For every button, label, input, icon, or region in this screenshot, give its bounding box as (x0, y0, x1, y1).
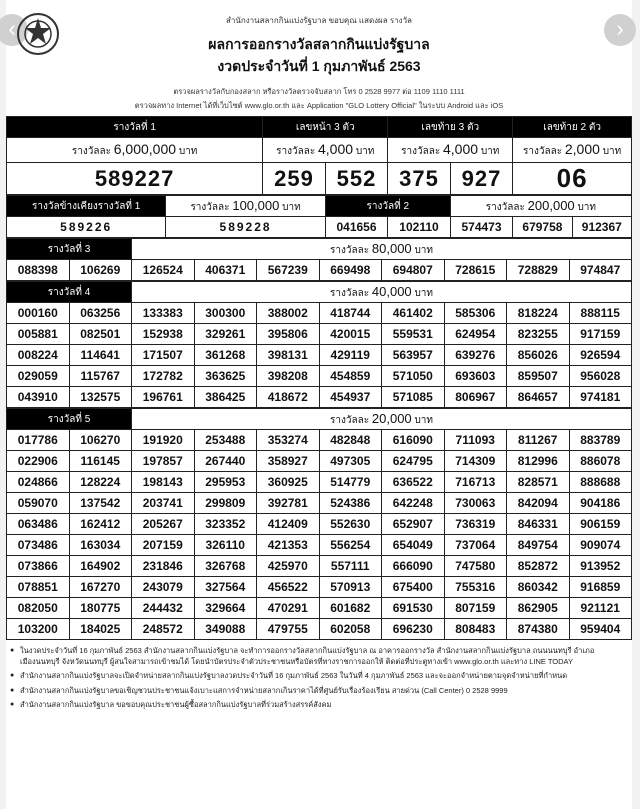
fourth-prize-row (7, 324, 632, 345)
fourth-prize-number: 454937 (319, 387, 382, 408)
fourth-prize-number: 115767 (69, 366, 132, 387)
fifth-prize-row (7, 472, 632, 493)
fifth-prize-number: 624795 (382, 451, 445, 472)
fourth-prize-number: 693603 (444, 366, 507, 387)
fifth-prize-number: 326110 (194, 535, 257, 556)
fifth-prize-number: 730063 (444, 493, 507, 514)
last2-label: เลขท้าย 2 ตัว (513, 117, 632, 138)
fourth-prize-row (7, 387, 632, 408)
third-prize-number: 406371 (194, 260, 257, 281)
lottery-results-page (6, 0, 632, 809)
fifth-prize-number: 808483 (444, 619, 507, 640)
fifth-prize-number: 736319 (444, 514, 507, 535)
fifth-prize-number: 479755 (257, 619, 320, 640)
fourth-prize-number: 005881 (7, 324, 70, 345)
fifth-prize-number: 412409 (257, 514, 320, 535)
fifth-prize-number: 716713 (444, 472, 507, 493)
fourth-prize-number: 888115 (569, 303, 632, 324)
fourth-prize-number: 172782 (132, 366, 195, 387)
fifth-prize-number: 906159 (569, 514, 632, 535)
front3-label: เลขหน้า 3 ตัว (263, 117, 388, 138)
note-item: ● สำนักงานสลากกินแบ่งรัฐบาล ขอขอบคุณประชาชนผู้ซื้อสลากกินแบ่งรัฐบาลที่ร่วมสร้างสรรค์สังคม (10, 700, 628, 711)
note-item: ● สำนักงานสลากกินแบ่งรัฐบาลจะเปิดจำหน่ายสลากกินแบ่งรัฐบาลงวดประจำวันที่ 16 กุมภาพันธ์ 2563 ในวันที่ 4 กุมภาพันธ์ 2563 และจะออกจำหน่ายตามจุดจำหน่ายที่กำหนด (10, 671, 628, 682)
fifth-prize-number: 737064 (444, 535, 507, 556)
fifth-prize-number: 323352 (194, 514, 257, 535)
fifth-prize-number: 557111 (319, 556, 382, 577)
fifth-prize-number: 636522 (382, 472, 445, 493)
near-first-label: รางวัลข้างเคียงรางวัลที่ 1 (7, 196, 166, 217)
fourth-prize-number: 363625 (194, 366, 257, 387)
fifth-prize-table (6, 408, 632, 640)
fifth-prize-number: 883789 (569, 430, 632, 451)
fifth-prize-label: รางวัลที่ 5 (7, 409, 132, 430)
fifth-prize-number: 601682 (319, 598, 382, 619)
fifth-prize-number: 299809 (194, 493, 257, 514)
fifth-prize-number: 063486 (7, 514, 70, 535)
fourth-prize-number: 856026 (507, 345, 570, 366)
fourth-prize-number: 926594 (569, 345, 632, 366)
fifth-prize-number: 128224 (69, 472, 132, 493)
fifth-prize-number: 078851 (7, 577, 70, 598)
fifth-prize-number: 909074 (569, 535, 632, 556)
near-first-second-table (6, 195, 632, 238)
fifth-prize-number: 812996 (507, 451, 570, 472)
fourth-prize-number: 386425 (194, 387, 257, 408)
fifth-prize-number: 162412 (69, 514, 132, 535)
last2-amount: รางวัลละ 2,000 บาท (513, 138, 632, 163)
fifth-prize-number: 862905 (507, 598, 570, 619)
fifth-prize-number: 828571 (507, 472, 570, 493)
fourth-prize-row (7, 345, 632, 366)
fifth-prize-number: 327564 (194, 577, 257, 598)
fifth-prize-number: 421353 (257, 535, 320, 556)
first-prize-amount: รางวัลละ 6,000,000 บาท (7, 138, 263, 163)
fifth-prize-number: 017786 (7, 430, 70, 451)
fourth-prize-number: 585306 (444, 303, 507, 324)
fifth-prize-number: 482848 (319, 430, 382, 451)
note-item: ● ในงวดประจำวันที่ 16 กุมภาพันธ์ 2563 สำนักงานสลากกินแบ่งรัฐบาล จะทำการออกรางวัลสลากกินแบ่งรัฐบาล ณ อาคารออกรางวัล สำนักงานสลากกินแบ่งรัฐบาล ถนนนนทบุรี อำเภอเมืองนนทบุรี จังหวัดนนทบุรี ผู้สนใจสามารถเข้าชมได้ โดยนำบัตรประจำตัวประชาชนหรือบัตรที่ทางราชการออกให้ ติดต่อที่ประตูทางเข้า www.glo.or.th และทาง LINE TODAY (10, 646, 628, 667)
fourth-prize-number: 418672 (257, 387, 320, 408)
page-title: ผลการออกรางวัลสลากกินแบ่งรัฐบาล (208, 36, 430, 52)
fifth-prize-number: 267440 (194, 451, 257, 472)
second-prize-number: 102110 (388, 217, 451, 238)
fifth-prize-number: 191920 (132, 430, 195, 451)
third-prize-number: 088398 (7, 260, 70, 281)
near-first-number: 589228 (166, 217, 325, 238)
fifth-prize-number: 358927 (257, 451, 320, 472)
fifth-prize-number: 755316 (444, 577, 507, 598)
fifth-prize-number: 642248 (382, 493, 445, 514)
fifth-prize-number: 514779 (319, 472, 382, 493)
fifth-prize-number: 116145 (69, 451, 132, 472)
fifth-prize-number: 842094 (507, 493, 570, 514)
fourth-prize-number: 429119 (319, 345, 382, 366)
fourth-prize-table (6, 281, 632, 408)
fifth-prize-row (7, 577, 632, 598)
fourth-prize-number: 043910 (7, 387, 70, 408)
fifth-prize-number: 243079 (132, 577, 195, 598)
fourth-prize-number: 000160 (7, 303, 70, 324)
fourth-prize-number: 974181 (569, 387, 632, 408)
front3-number: 552 (325, 163, 388, 195)
fourth-prize-number: 082501 (69, 324, 132, 345)
fourth-prize-label: รางวัลที่ 4 (7, 282, 132, 303)
fifth-prize-number: 904186 (569, 493, 632, 514)
fifth-prize-number: 654049 (382, 535, 445, 556)
org-line: สำนักงานสลากกินแบ่งรัฐบาล ขอบคุณ แสดงผล รางวัล (226, 16, 412, 25)
fourth-prize-number: 388002 (257, 303, 320, 324)
fifth-prize-number: 524386 (319, 493, 382, 514)
fourth-prize-number: 859507 (507, 366, 570, 387)
fifth-prize-row (7, 619, 632, 640)
last3-number: 927 (450, 163, 513, 195)
fifth-prize-number: 295953 (194, 472, 257, 493)
fourth-prize-number: 395806 (257, 324, 320, 345)
fourth-prize-number: 956028 (569, 366, 632, 387)
contact-line: ตรวจผลรางวัลกับกองสลาก หรือรางวัลตรวจจับสลาก โทร 0 2528 9977 ต่อ 1109 1110 1111 (173, 87, 465, 96)
second-prize-number: 041656 (325, 217, 388, 238)
fifth-prize-number: 696230 (382, 619, 445, 640)
third-prize-number: 694807 (382, 260, 445, 281)
fifth-prize-number: 425970 (257, 556, 320, 577)
fourth-prize-number: 133383 (132, 303, 195, 324)
fourth-prize-number: 461402 (382, 303, 445, 324)
fourth-prize-row (7, 366, 632, 387)
third-prize-label: รางวัลที่ 3 (7, 239, 132, 260)
fifth-prize-number: 556254 (319, 535, 382, 556)
third-prize-number: 567239 (257, 260, 320, 281)
fourth-prize-number: 639276 (444, 345, 507, 366)
fifth-prize-row (7, 535, 632, 556)
fifth-prize-number: 164902 (69, 556, 132, 577)
second-prize-number: 679758 (513, 217, 572, 238)
near-first-number: 589226 (7, 217, 166, 238)
fifth-prize-number: 059070 (7, 493, 70, 514)
fourth-prize-number: 420015 (319, 324, 382, 345)
fourth-prize-number: 624954 (444, 324, 507, 345)
fourth-prize-number: 063256 (69, 303, 132, 324)
fifth-prize-number: 852872 (507, 556, 570, 577)
front3-amount: รางวัลละ 4,000 บาท (263, 138, 388, 163)
first-prize-number: 589227 (7, 163, 263, 195)
fifth-prize-number: 456522 (257, 577, 320, 598)
second-prize-number: 912367 (572, 217, 631, 238)
fifth-prize-number: 353274 (257, 430, 320, 451)
fourth-prize-number: 029059 (7, 366, 70, 387)
internet-line: ตรวจผลทาง Internet ได้ที่เว็บไซต์ www.glo.or.th และ Application "GLO Lottery Official" ในระบบ Android และ iOS (134, 101, 504, 110)
fifth-prize-number: 137542 (69, 493, 132, 514)
fifth-prize-number: 197857 (132, 451, 195, 472)
fourth-prize-number: 818224 (507, 303, 570, 324)
third-prize-number: 106269 (69, 260, 132, 281)
fifth-prize-number: 198143 (132, 472, 195, 493)
fifth-prize-number: 959404 (569, 619, 632, 640)
second-prize-number: 574473 (450, 217, 513, 238)
fifth-prize-number: 666090 (382, 556, 445, 577)
fifth-prize-number: 103200 (7, 619, 70, 640)
fifth-prize-number: 888688 (569, 472, 632, 493)
fifth-prize-amount: รางวัลละ 20,000 บาท (132, 409, 632, 430)
second-prize-amount: รางวัลละ 200,000 บาท (450, 196, 631, 217)
previous-arrow-icon[interactable]: ‹ (0, 14, 28, 46)
fifth-prize-number: 470291 (257, 598, 320, 619)
fifth-prize-number: 207159 (132, 535, 195, 556)
note-item: ● สำนักงานสลากกินแบ่งรัฐบาลขอเชิญชวนประชาชนแจ้งเบาะแสการจำหน่ายสลากเกินราคาได้ที่ศูนย์รับเรื่องร้องเรียน สายด่วน (Call Center) 0 2528 9999 (10, 686, 628, 697)
fifth-prize-row (7, 430, 632, 451)
fifth-prize-number: 747580 (444, 556, 507, 577)
fourth-prize-number: 132575 (69, 387, 132, 408)
fourth-prize-number: 454859 (319, 366, 382, 387)
third-prize-number: 974847 (569, 260, 632, 281)
fourth-prize-number: 398131 (257, 345, 320, 366)
fourth-prize-row (7, 303, 632, 324)
fifth-prize-number: 552630 (319, 514, 382, 535)
first-prize-label: รางวัลที่ 1 (7, 117, 263, 138)
fifth-prize-number: 807159 (444, 598, 507, 619)
fifth-prize-number: 691530 (382, 598, 445, 619)
fifth-prize-number: 675400 (382, 577, 445, 598)
fourth-prize-number: 171507 (132, 345, 195, 366)
fifth-prize-row (7, 556, 632, 577)
fourth-prize-number: 329261 (194, 324, 257, 345)
draw-date: งวดประจำวันที่ 1 กุมภาพันธ์ 2563 (217, 58, 421, 74)
fourth-prize-number: 196761 (132, 387, 195, 408)
fourth-prize-number: 114641 (69, 345, 132, 366)
fourth-prize-number: 152938 (132, 324, 195, 345)
fifth-prize-number: 886078 (569, 451, 632, 472)
fourth-prize-number: 864657 (507, 387, 570, 408)
third-prize-amount: รางวัลละ 80,000 บาท (132, 239, 632, 260)
fifth-prize-number: 921121 (569, 598, 632, 619)
third-prize-number: 126524 (132, 260, 195, 281)
fifth-prize-number: 860342 (507, 577, 570, 598)
fifth-prize-number: 711093 (444, 430, 507, 451)
fifth-prize-number: 106270 (69, 430, 132, 451)
third-prize-number: 728615 (444, 260, 507, 281)
fourth-prize-number: 571085 (382, 387, 445, 408)
fifth-prize-number: 652907 (382, 514, 445, 535)
fifth-prize-number: 360925 (257, 472, 320, 493)
fifth-prize-number: 073486 (7, 535, 70, 556)
second-prize-label: รางวัลที่ 2 (325, 196, 450, 217)
near-first-amount: รางวัลละ 100,000 บาท (166, 196, 325, 217)
fifth-prize-number: 082050 (7, 598, 70, 619)
fourth-prize-number: 571050 (382, 366, 445, 387)
fifth-prize-number: 326768 (194, 556, 257, 577)
fourth-prize-number: 398208 (257, 366, 320, 387)
fifth-prize-row (7, 451, 632, 472)
fifth-prize-number: 180775 (69, 598, 132, 619)
top-prizes-table (6, 116, 632, 195)
fourth-prize-number: 806967 (444, 387, 507, 408)
fifth-prize-number: 913952 (569, 556, 632, 577)
fifth-prize-number: 163034 (69, 535, 132, 556)
fifth-prize-number: 253488 (194, 430, 257, 451)
last3-number: 375 (388, 163, 451, 195)
fourth-prize-number: 300300 (194, 303, 257, 324)
fourth-prize-number: 361268 (194, 345, 257, 366)
fifth-prize-number: 167270 (69, 577, 132, 598)
fourth-prize-number: 008224 (7, 345, 70, 366)
fifth-prize-row (7, 598, 632, 619)
fifth-prize-number: 203741 (132, 493, 195, 514)
fifth-prize-number: 349088 (194, 619, 257, 640)
last2-number: 06 (513, 163, 632, 195)
fifth-prize-number: 714309 (444, 451, 507, 472)
fifth-prize-number: 602058 (319, 619, 382, 640)
third-prize-number: 669498 (319, 260, 382, 281)
fifth-prize-number: 846331 (507, 514, 570, 535)
fifth-prize-number: 073866 (7, 556, 70, 577)
fourth-prize-number: 563957 (382, 345, 445, 366)
fourth-prize-number: 418744 (319, 303, 382, 324)
fifth-prize-number: 916859 (569, 577, 632, 598)
third-prize-table (6, 238, 632, 281)
last3-amount: รางวัลละ 4,000 บาท (388, 138, 513, 163)
fourth-prize-number: 559531 (382, 324, 445, 345)
fifth-prize-number: 024866 (7, 472, 70, 493)
next-arrow-icon[interactable]: › (604, 14, 636, 46)
announcement-notes (6, 640, 632, 711)
fifth-prize-number: 570913 (319, 577, 382, 598)
fifth-prize-number: 874380 (507, 619, 570, 640)
fifth-prize-number: 248572 (132, 619, 195, 640)
third-prize-number: 728829 (507, 260, 570, 281)
fifth-prize-number: 811267 (507, 430, 570, 451)
fifth-prize-number: 184025 (69, 619, 132, 640)
fifth-prize-number: 329664 (194, 598, 257, 619)
fifth-prize-number: 616090 (382, 430, 445, 451)
front3-number: 259 (263, 163, 326, 195)
fourth-prize-number: 823255 (507, 324, 570, 345)
last3-label: เลขท้าย 3 ตัว (388, 117, 513, 138)
fifth-prize-number: 849754 (507, 535, 570, 556)
fifth-prize-number: 244432 (132, 598, 195, 619)
fifth-prize-row (7, 514, 632, 535)
fifth-prize-number: 497305 (319, 451, 382, 472)
fifth-prize-number: 205267 (132, 514, 195, 535)
fifth-prize-number: 392781 (257, 493, 320, 514)
fifth-prize-number: 022906 (7, 451, 70, 472)
results-header (6, 0, 632, 116)
fifth-prize-row (7, 493, 632, 514)
fifth-prize-number: 231846 (132, 556, 195, 577)
fourth-prize-amount: รางวัลละ 40,000 บาท (132, 282, 632, 303)
fourth-prize-number: 917159 (569, 324, 632, 345)
